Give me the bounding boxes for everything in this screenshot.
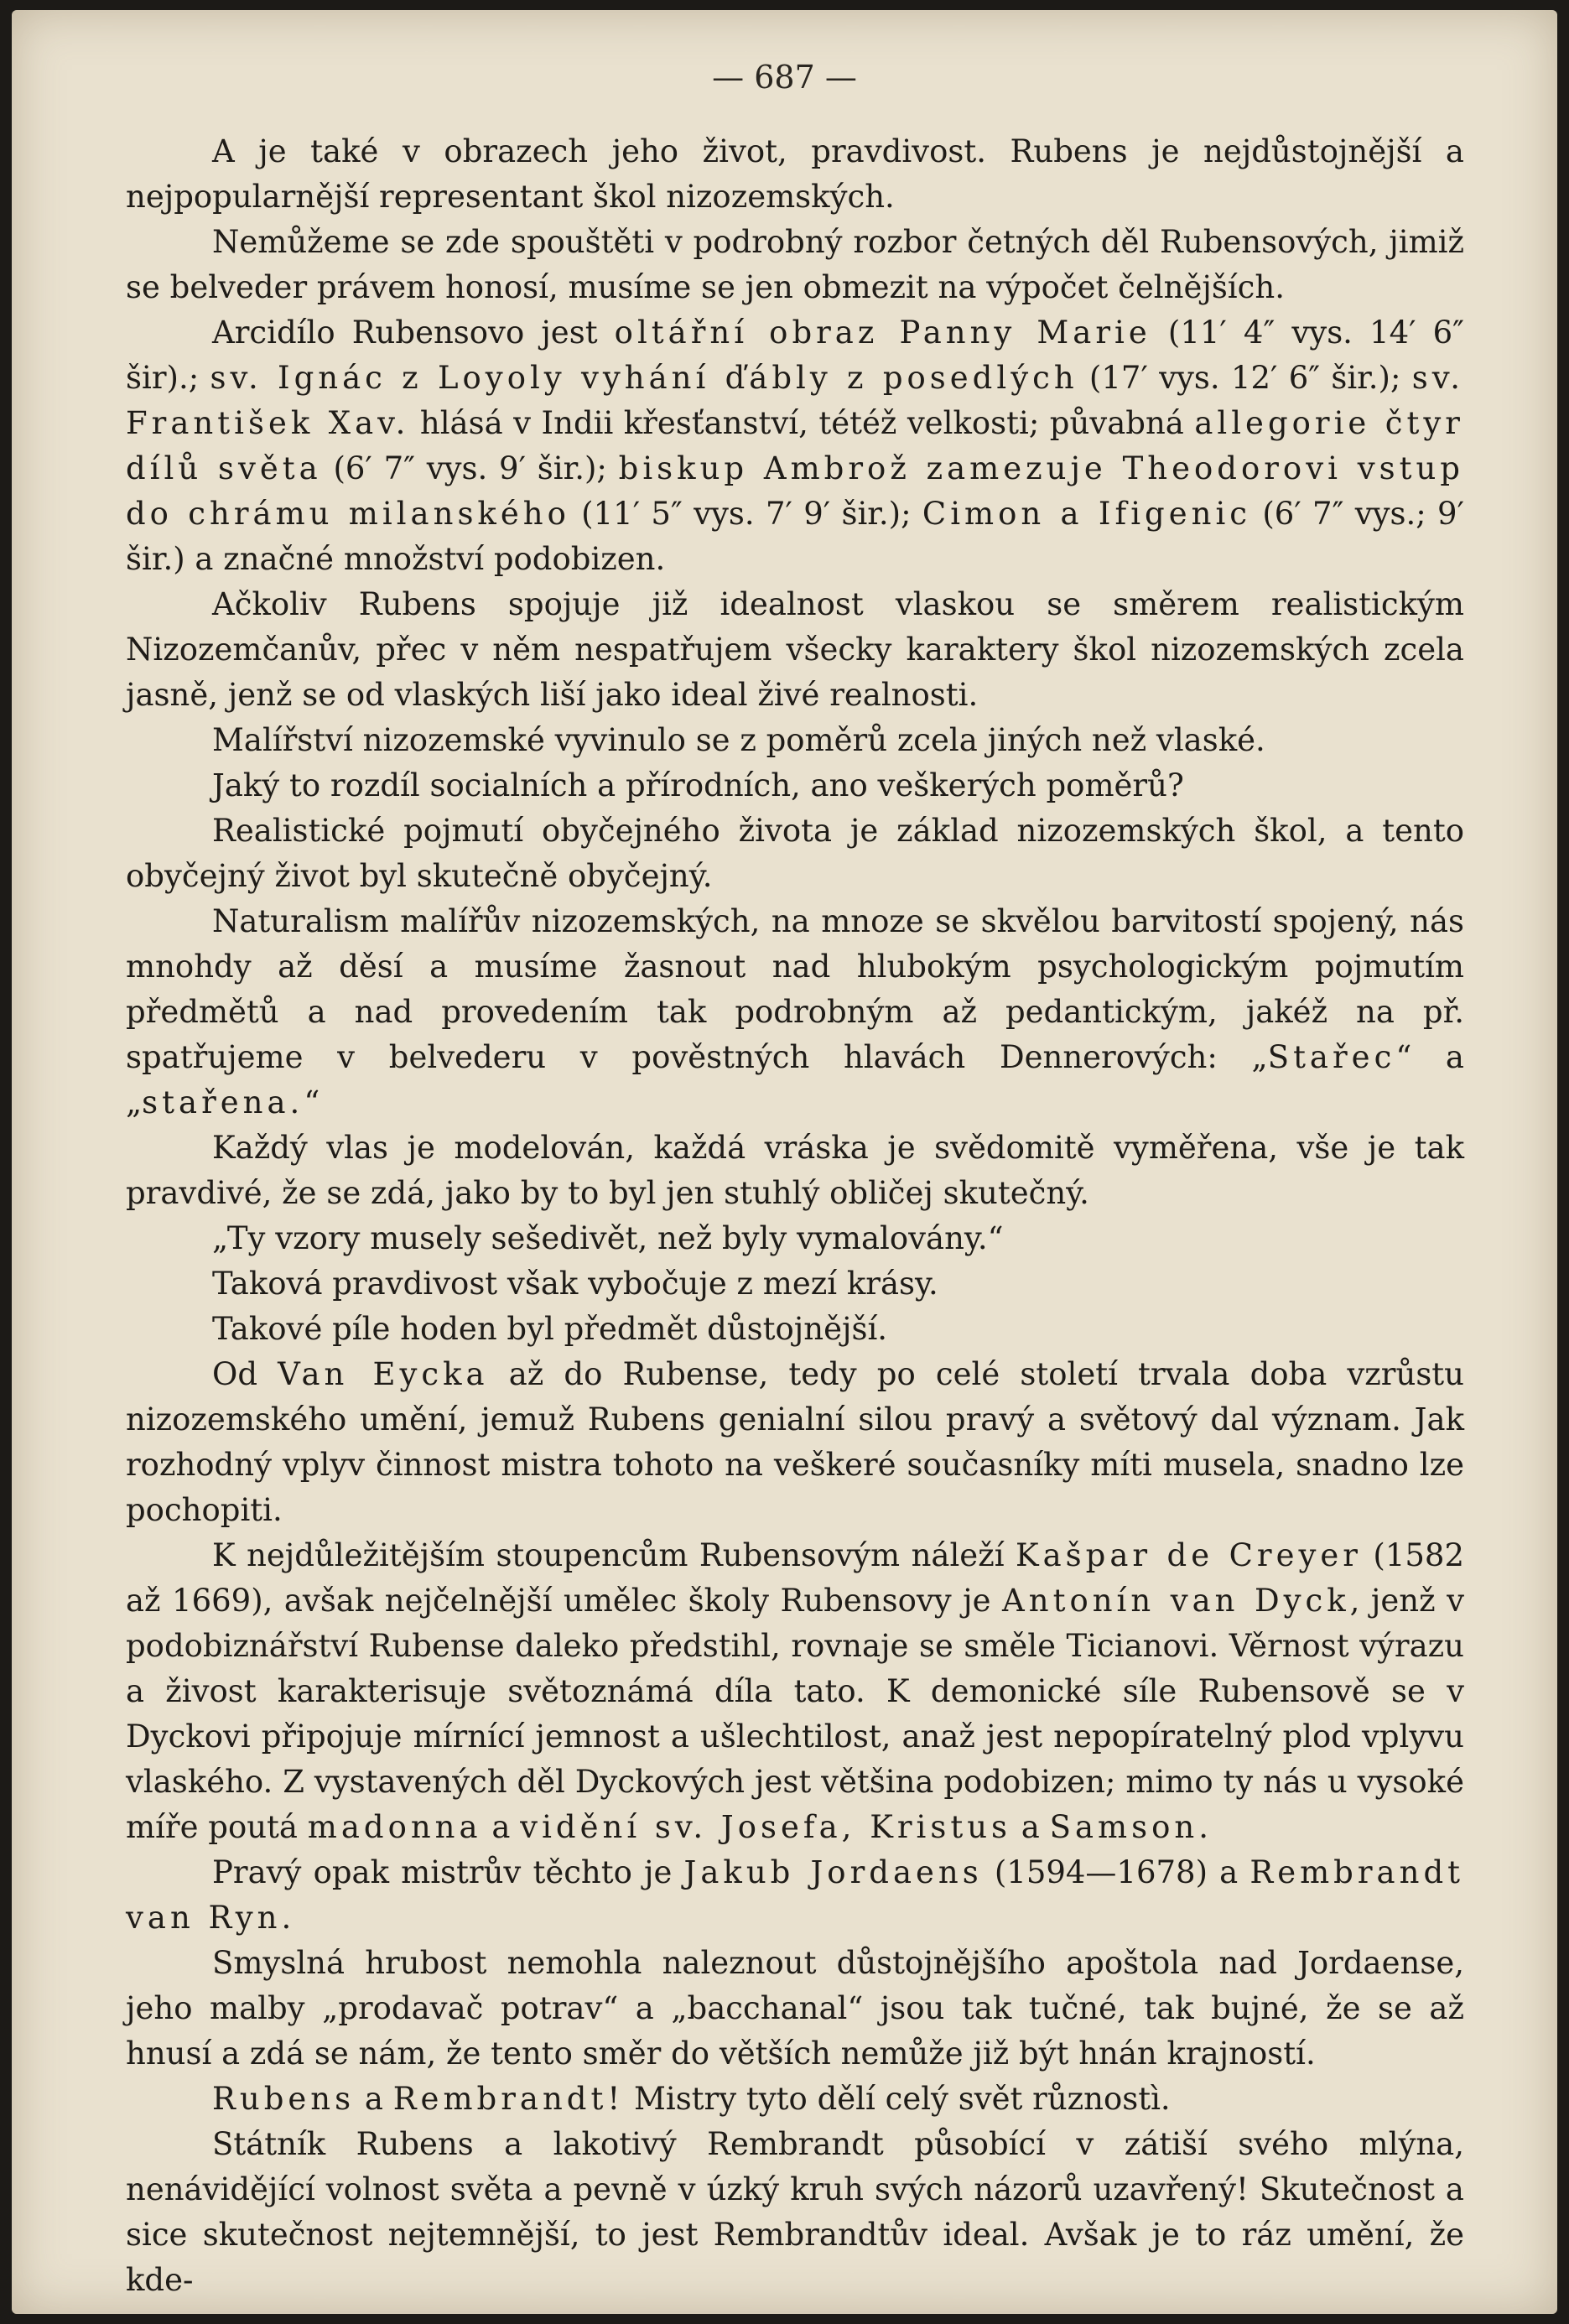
paragraph xyxy=(126,1352,1464,1533)
paragraph xyxy=(126,310,1464,582)
text-run: a xyxy=(1011,1809,1050,1845)
spaced-emphasis-text: Rembrandt! xyxy=(392,2081,625,2117)
paragraph xyxy=(126,129,1464,220)
text-run: (11′ 5″ vys. 7′ 9′ šir.); xyxy=(569,496,922,532)
paragraph xyxy=(126,1261,1464,1307)
spaced-emphasis-text: allegorie čtyr dílů světa xyxy=(126,405,1464,486)
spaced-emphasis-text: Stařec xyxy=(1267,1039,1396,1075)
paragraph xyxy=(126,2122,1464,2303)
paragraph xyxy=(126,763,1464,808)
spaced-emphasis-text: Antonín van Dyck xyxy=(1002,1583,1350,1619)
text-run: Naturalism malířův nizozemských, na mnoze se skvělou barvitostí spojený, nás mnohdy až děsí a musíme žasnout nad hlubokým psychologickým pojmutím předmětů a nad provedením tak podrobným až pedantickým, jakéž na př. spatřujeme v belvederu v pověstných hlavách Dennerových: „ xyxy=(126,903,1464,1075)
text-run: Ačkoliv Rubens spojuje již idealnost vlaskou se směrem realistickým Nizozemčanův, přec v něm nespatřujem všecky karaktery škol nizozemských zcela jasně, jenž se od vlaských liší jako ideal živé realnosti. xyxy=(126,586,1464,713)
text-run: Takové píle hoden byl předmět důstojnější. xyxy=(212,1311,888,1347)
text-run: Jaký to rozdíl socialních a přírodních, ano veškerých poměrů? xyxy=(212,767,1184,803)
paragraph xyxy=(126,1533,1464,1850)
book-page xyxy=(12,10,1557,2314)
text-run: Smyslná hrubost nemohla naleznout důstojnějšího apoštola nad Jordaense, jeho malby „prodavač potrav“ a „bacchanal“ jsou tak tučné, tak bujné, že se až hnusí a zdá se nám, že tento směr do větších nemůže již být hnán krajností. xyxy=(126,1945,1464,2072)
paragraph xyxy=(126,1216,1464,1261)
paragraph xyxy=(126,718,1464,763)
text-run: a xyxy=(481,1809,521,1845)
text-run: (1594—1678) a xyxy=(982,1854,1250,1890)
text-run: “ xyxy=(304,1084,320,1120)
text-run: až do Rubense, tedy po celé století trvala doba vzrůstu nizozemského umění, jemuž Rubens genialní silou pravý a světový dal význam. Jak rozhodný vplyv činnost mistra tohoto na veškeré současníky míti musela, snadno lze pochopiti. xyxy=(126,1356,1464,1528)
text-run: Malířství nizozemské vyvinulo se z poměrů zcela jiných než vlaské. xyxy=(212,722,1265,758)
spaced-emphasis-text: Kašpar de Creyer xyxy=(1015,1537,1362,1573)
spaced-emphasis-text: Rembrandt van Ryn. xyxy=(126,1854,1464,1936)
text-run: Taková pravdivost však vybočuje z mezí krásy. xyxy=(212,1266,938,1302)
text-run: Od xyxy=(212,1356,278,1392)
spaced-emphasis-text: madonna xyxy=(307,1809,482,1845)
text-run: Nemůžeme se zde spouštěti v podrobný rozbor četných děl Rubensových, jimiž se belveder právem honosí, musíme se jen obmezit na výpočet čelnějších. xyxy=(126,224,1464,305)
paragraph xyxy=(126,1941,1464,2077)
text-run: Realistické pojmutí obyčejného života je základ nizozemských škol, a tento obyčejný život byl skutečně obyčejný. xyxy=(126,813,1464,894)
spaced-emphasis-text: Jakub Jordaens xyxy=(683,1854,983,1890)
text-run: (11′ 4″ vys. 14′ 6″ šir).; xyxy=(126,315,1464,396)
paragraph xyxy=(126,808,1464,899)
spaced-emphasis-text: Van Eycka xyxy=(278,1356,489,1392)
paragraph xyxy=(126,220,1464,310)
text-run: Mistry tyto dělí celý svět různostì. xyxy=(624,2081,1171,2117)
spaced-emphasis-text: sv. Ignác z Loyoly vyhání ďábly z posedlých xyxy=(210,360,1078,396)
paragraph xyxy=(126,899,1464,1126)
text-run: a xyxy=(355,2081,393,2117)
paragraph xyxy=(126,1850,1464,1941)
spaced-emphasis-text: Cimon a Ifigenic xyxy=(922,496,1252,532)
text-run: (17′ vys. 12′ 6″ šir.); xyxy=(1078,360,1412,396)
text-run: Arcidílo Rubensovo jest xyxy=(212,315,615,351)
spaced-emphasis-text: oltářní obraz Panny Marie xyxy=(614,315,1151,351)
text-run: (6′ 7″ vys.; 9′ šir.) a značné množství podobizen. xyxy=(126,496,1464,577)
text-run: (6′ 7″ vys. 9′ šir.); xyxy=(321,450,619,486)
paragraph xyxy=(126,582,1464,718)
text-run: Pravý opak mistrův těchto je xyxy=(212,1854,684,1890)
text-run: A je také v obrazech jeho život, pravdivost. Rubens je nejdůstojnější a nejpopularnější representant škol nizozemských. xyxy=(126,133,1464,215)
text-run: hlásá v Indii křesťanství, tétéž velkosti; půvabná xyxy=(409,405,1195,441)
page-number: — 687 — xyxy=(712,59,857,96)
text-run: , jenž v podobiznářství Rubense daleko předstihl, rovnaje se směle Ticianovi. Věrnost výrazu a živost karakterisuje světoznámá díla tato. K demonické síle Rubensově se v Dyckovi připojuje mírnící jemnost a ušlechtilost, anaž jest nepopíratelný plod vplyvu vlaského. Z vystavených děl Dyckových jest většina podobizen; mimo ty nás u vysoké míře poutá xyxy=(126,1583,1464,1845)
spaced-emphasis-text: biskup Ambrož zamezuje Theodorovi vstup do chrámu milanského xyxy=(126,450,1464,532)
paragraph xyxy=(126,2077,1464,2122)
text-run: “ a „ xyxy=(126,1039,1464,1120)
paragraph xyxy=(126,1307,1464,1352)
text-run: Státník Rubens a lakotivý Rembrandt působící v zátiší svého mlýna, nenávidějící volnost světa a pevně v úzký kruh svých názorů uzavřený! Skutečnost a sice skutečnost nejtemnější, to jest Rembrandtův ideal. Avšak je to ráz umění, že kde- xyxy=(126,2126,1464,2298)
spaced-emphasis-text: Rubens xyxy=(212,2081,356,2117)
spaced-emphasis-text: vidění sv. Josefa, Kristus xyxy=(520,1809,1012,1845)
text-run: K nejdůležitějším stoupencům Rubensovým náleží xyxy=(212,1537,1016,1573)
spaced-emphasis-text: stařena. xyxy=(142,1084,304,1120)
text-run: Každý vlas je modelován, každá vráska je svědomitě vyměřena, vše je tak pravdivé, že se zdá, jako by to byl jen stuhlý obličej skutečný. xyxy=(126,1130,1464,1211)
spaced-emphasis-text: sv. František Xav. xyxy=(126,360,1464,441)
paragraph xyxy=(126,1126,1464,1216)
body-text xyxy=(126,129,1464,2303)
text-run: (1582 až 1669), avšak nejčelnější umělec školy Rubensovy je xyxy=(126,1537,1464,1619)
spaced-emphasis-text: Samson. xyxy=(1049,1809,1213,1845)
text-run: „Ty vzory musely sešedivět, než byly vymalovány.“ xyxy=(212,1220,1004,1256)
